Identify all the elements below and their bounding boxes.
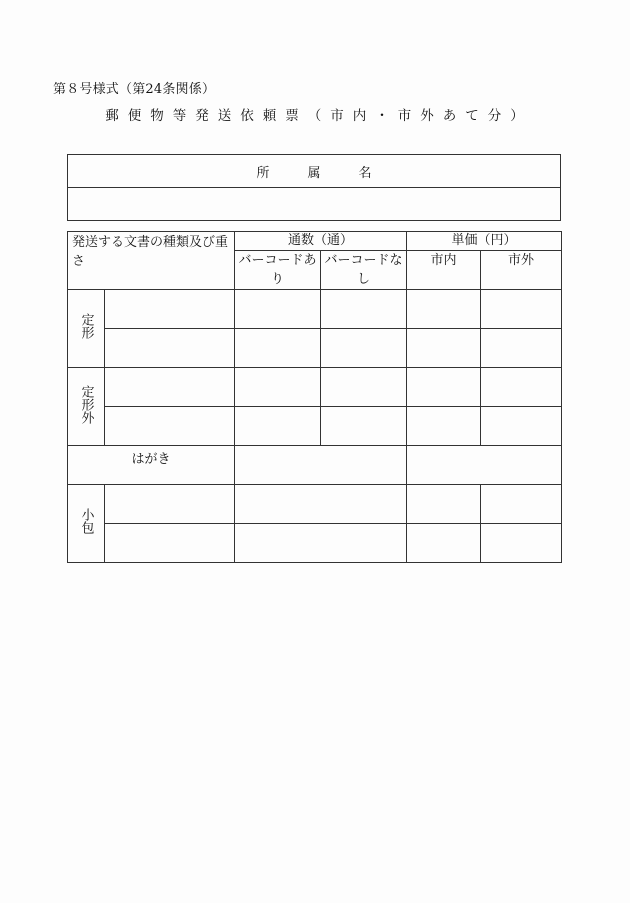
nonstandard-city-price-cell[interactable]: [407, 407, 481, 446]
category-header: 発送する文書の種類及び重さ: [68, 232, 235, 290]
parcel-city-price-cell[interactable]: [407, 524, 481, 563]
postcard-count-cell[interactable]: [235, 446, 407, 485]
standard-size-text: 定形: [78, 313, 94, 339]
parcel-label: [68, 485, 105, 563]
price-header: 単価（円）: [407, 232, 562, 251]
standard-size-label: [68, 290, 105, 368]
parcel-text: 小包: [78, 508, 94, 534]
parcel-count-cell[interactable]: [235, 485, 407, 524]
standard-weight-cell[interactable]: [105, 290, 235, 329]
nonstandard-outside-price-cell[interactable]: [481, 368, 562, 407]
standard-city-price-cell[interactable]: [407, 290, 481, 329]
nonstandard-outside-price-cell[interactable]: [481, 407, 562, 446]
standard-barcode-count-cell[interactable]: [235, 290, 321, 329]
parcel-outside-price-cell[interactable]: [481, 485, 562, 524]
department-name-field[interactable]: [68, 188, 561, 221]
mail-request-table: [67, 231, 562, 563]
nonstandard-size-text: 定形外: [78, 384, 94, 424]
nonstandard-barcode-count-cell[interactable]: [235, 368, 321, 407]
parcel-weight-cell[interactable]: [105, 524, 235, 563]
document-title: 郵便物等発送依頼票（市内・市外あて分）: [105, 108, 533, 124]
nonstandard-size-label: [68, 368, 105, 446]
standard-weight-cell[interactable]: [105, 329, 235, 368]
nonstandard-weight-cell[interactable]: [105, 368, 235, 407]
city-price-header: 市内: [407, 251, 481, 290]
standard-city-price-cell[interactable]: [407, 329, 481, 368]
standard-barcode-count-cell[interactable]: [235, 329, 321, 368]
parcel-outside-price-cell[interactable]: [481, 524, 562, 563]
nonstandard-weight-cell[interactable]: [105, 407, 235, 446]
nonstandard-city-price-cell[interactable]: [407, 368, 481, 407]
parcel-count-cell[interactable]: [235, 524, 407, 563]
postcard-label: はがき: [68, 446, 235, 485]
postcard-price-cell[interactable]: [407, 446, 562, 485]
count-header: 通数（通）: [235, 232, 407, 251]
nonstandard-nobarcode-count-cell[interactable]: [321, 407, 407, 446]
standard-nobarcode-count-cell[interactable]: [321, 290, 407, 329]
standard-nobarcode-count-cell[interactable]: [321, 329, 407, 368]
outside-price-header: 市外: [481, 251, 562, 290]
standard-outside-price-cell[interactable]: [481, 290, 562, 329]
standard-outside-price-cell[interactable]: [481, 329, 562, 368]
parcel-weight-cell[interactable]: [105, 485, 235, 524]
department-table: [67, 154, 561, 221]
barcode-with-header: バーコードあり: [235, 251, 321, 290]
department-label: 所属名: [68, 155, 561, 188]
form-number: 第８号様式（第24条関係）: [53, 82, 216, 97]
barcode-without-header: バーコードなし: [321, 251, 407, 290]
nonstandard-barcode-count-cell[interactable]: [235, 407, 321, 446]
parcel-city-price-cell[interactable]: [407, 485, 481, 524]
nonstandard-nobarcode-count-cell[interactable]: [321, 368, 407, 407]
